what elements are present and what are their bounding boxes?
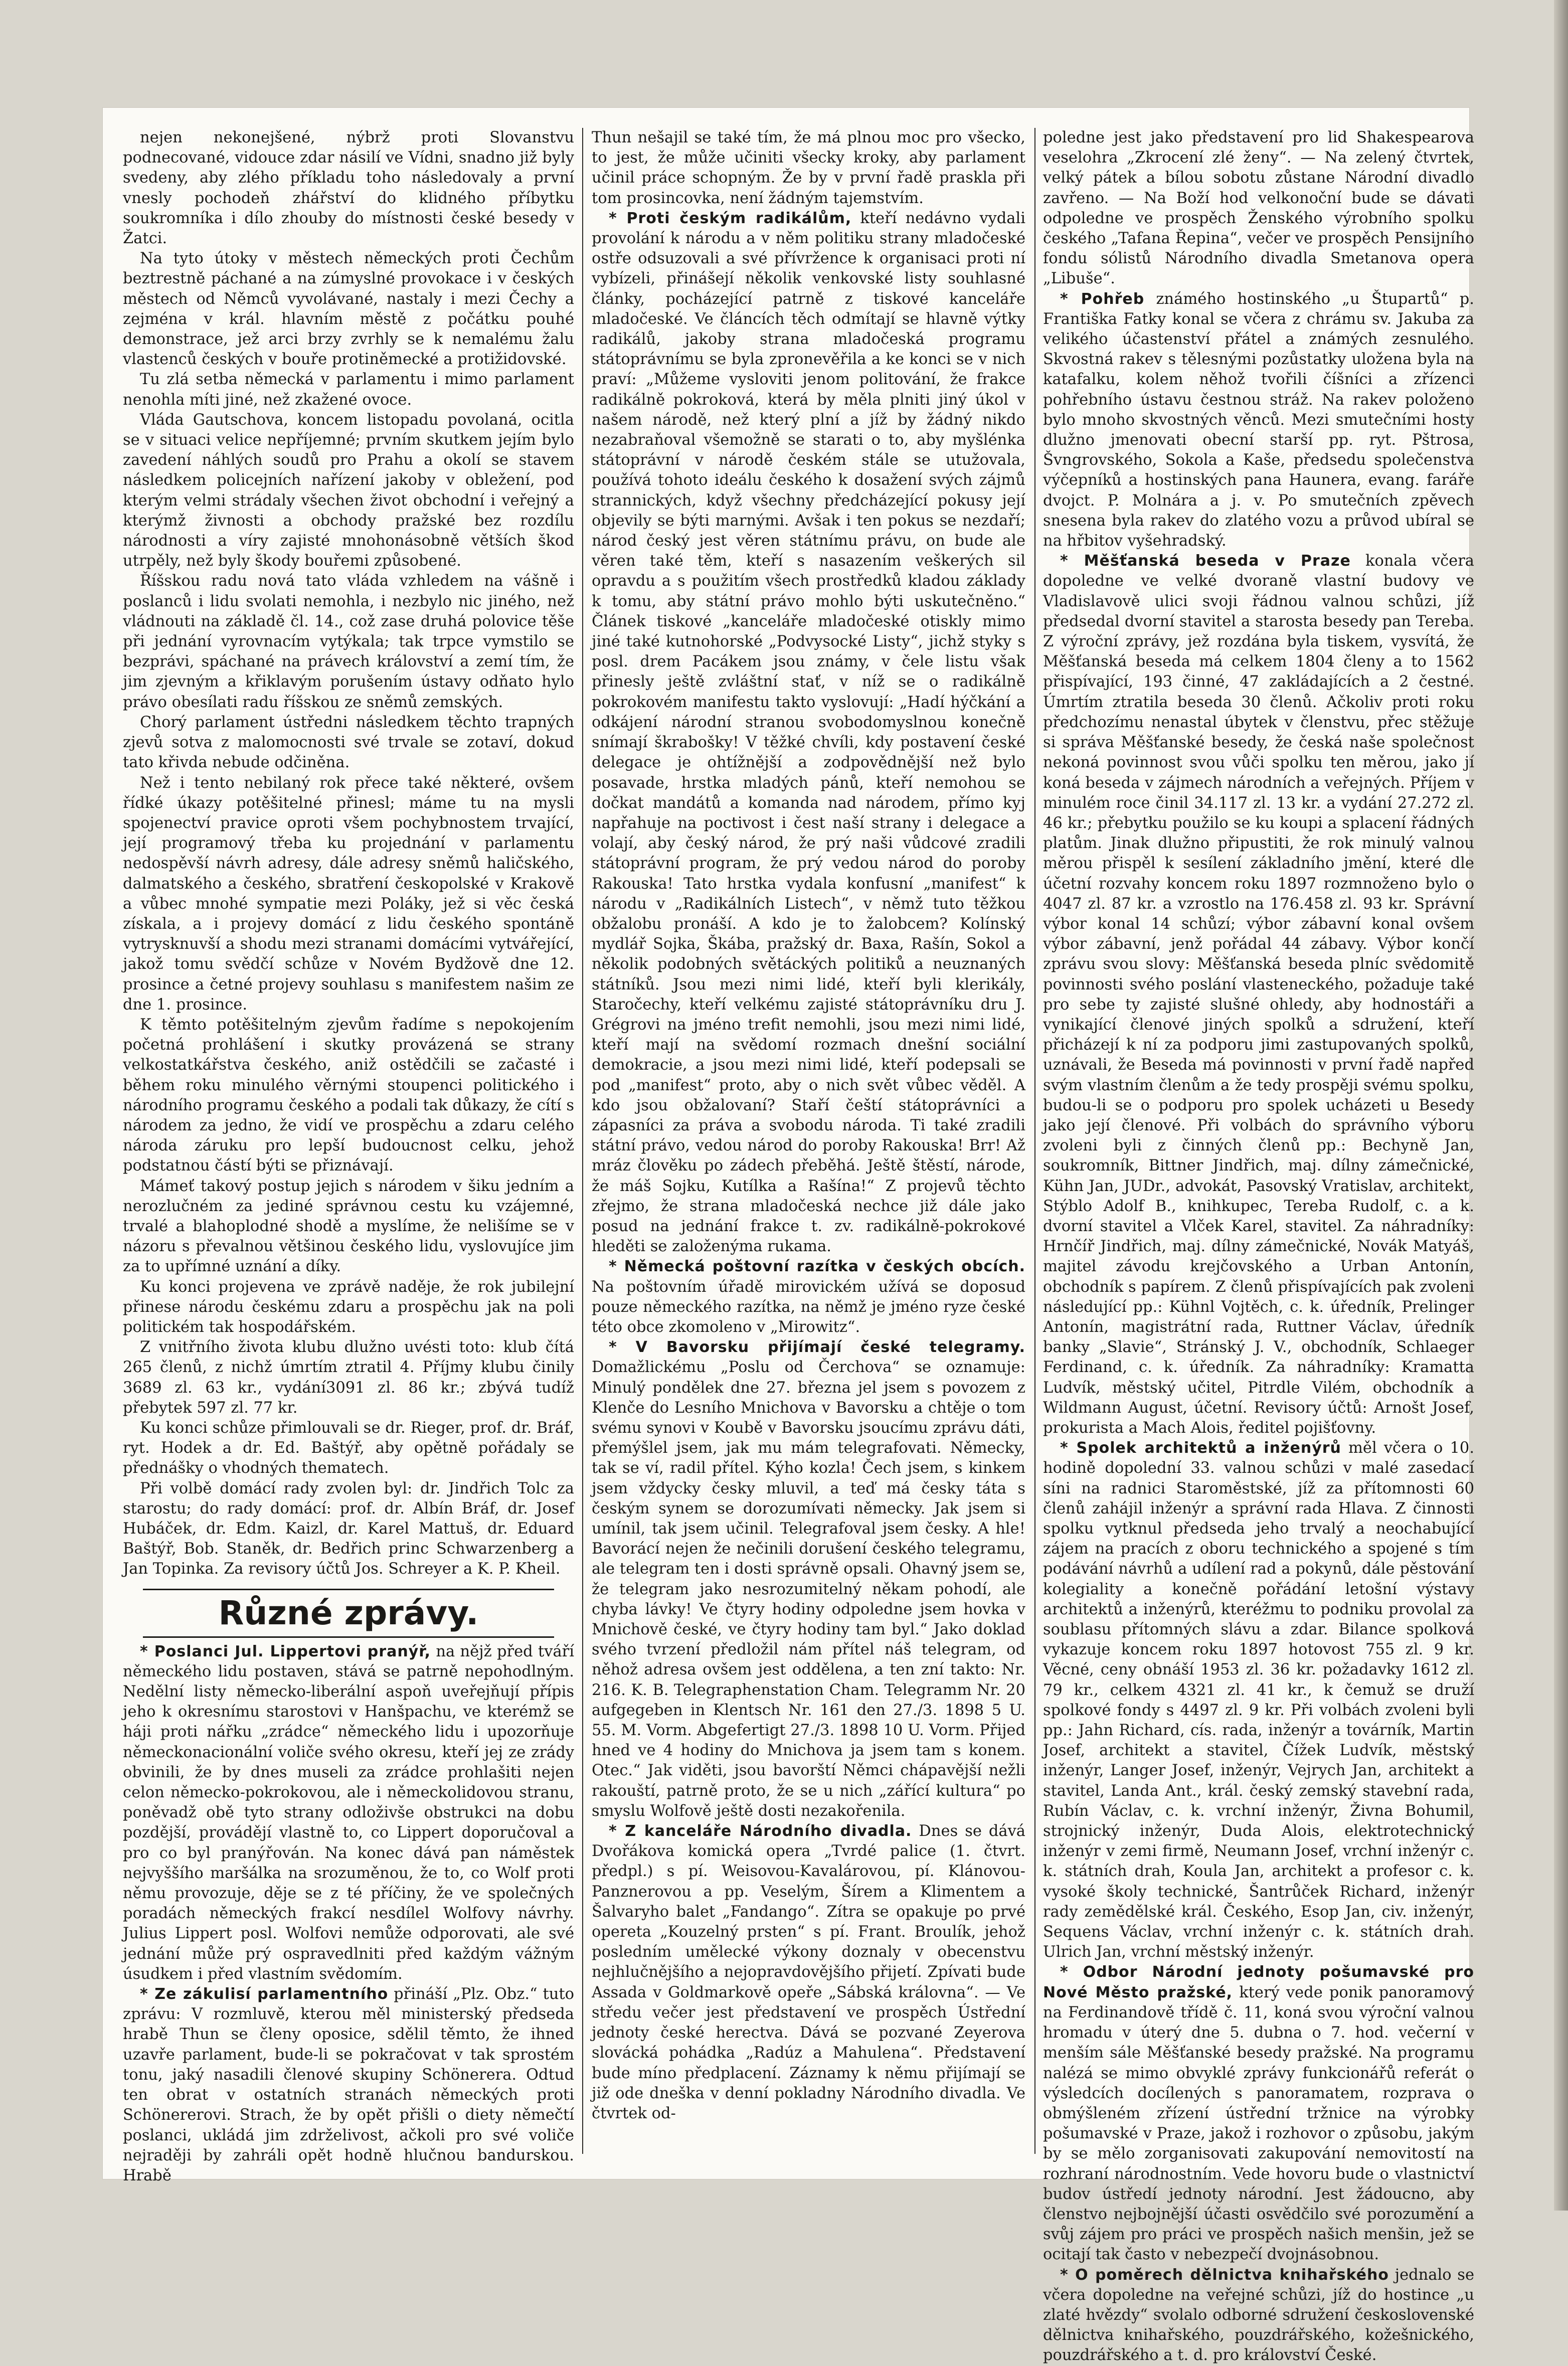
paragraph-text: Thun nešajil se také tím, že má plnou moc pro všecko, to jest, že může učiniti všecky kroky, aby parlament učinil práce schopným. Že by v první řadě praskla při tom prosincovka, není žádným tajemstvím. [592, 129, 1025, 207]
news-item [1043, 2265, 1474, 2366]
paragraph-text: Tu zlá setba německá v parlamentu i mimo parlament nenohla míti jiné, než zkažené ovoce. [123, 371, 574, 409]
scan-edge-shadow [1554, 0, 1568, 2211]
newspaper-page [103, 108, 1475, 2364]
paragraph-text: nejen nekonejšené, nýbrž proti Slovanstvu podnecované, vidouce zdar násilí ve Vídni, snadno již byly svedeny, aby zlého příkladu toho následovaly a první vnesly pochodeň zhářství do klidného příbytku soukromníka i dílo zhouby do místnosti české besedy v Žatci. [123, 129, 574, 248]
paragraph-text: Mámeť takový postup jejich s národem v šiku jedním a nerozlučném za jediné správnou cestu ku vzájemné, trvalé a blahoplodné shodě a myslíme, že nelišíme se v názoru s převalnou většinou českého lidu, vyslovujíce jim za to upřímné uznání a díky. [123, 1177, 574, 1276]
paragraph-text: měl včera o 10. hodině dopolední 33. valnou schůzi v malé zasedací síni na radnici Staroměstské, jíž za přítomnosti 60 členů zahájil inženýr a správní rada Hlava. Z činnosti spolku vytknul předseda jeho trvalý a neochabující zájem na pracích z oboru technického a spojené s tím podávání návrhů a udílení rad a pokynů, dále pěstování kolegiality a konečně pořádání letošní výstavy architektů a inženýrů, kteréžmu to podniku provolal za soublasu přítomných slávu a zdar. Bilance spolková vykazuje koncem roku 1897 hotovost 755 zl. 9 kr. Věcné, ceny obnáší 1953 zl. 36 kr. požadavky 1612 zl. 79 kr., celkem 4321 zl. 41 kr., k čemuž se druží spolkové fondy s 4497 zl. 9 kr. Při volbách zvoleni byli pp.: Jahn Richard, cís. rada, inženýr a továrník, Martin Josef, architekt a stavitel, Čížek Ludvík, městský inženýr, Langer Josef, inženýr, Vejrych Jan, architekt a stavitel, Landa Ant., král. český zemský stavební rada, Rubín Václav, c. k. vrchní inženýr, Živna Bohumil, strojnický inženýr, Duda Alois, elektrotechnický inženýr v zemi firmě, Neumann Josef, vrchní inženýr c. k. státních drah, Koula Jan, architekt a profesor c. k. vysoké školy technické, Šantrůček Richard, inženýr rady zemědělské král. Českého, Esop Jan, civ. inženýr, Sequens Václav, vrchní inženýr c. k. státních drah. Ulrich Jan, vrchní městský inženýr. [1043, 1439, 1475, 1961]
news-item-headline: * Pohřeb [1060, 290, 1145, 308]
article-paragraph [123, 1479, 574, 1580]
article-paragraph [123, 249, 574, 370]
column-1-news-body [123, 1642, 574, 2186]
article-paragraph [592, 128, 1025, 209]
paragraph-text: Vláda Gautschova, koncem listopadu povolaná, ocitla se v situaci velice nepříjemné; prvním skutkem jejím bylo zavedení náhlých soudů pro Prahu a okolí se stavem následkem policejních nařízení jakoby v obležení, pod kterým velmi strádaly všechen život obchodní i veřejný a kterýmž živnosti a obchody pražské bez rozdílu národnosti a víry zajisté mnohonásobně větších škod utrpěly, než byly škody bouřemi způsobené. [123, 411, 574, 570]
paragraph-text: Z vnitřního života klubu dlužno uvésti toto: klub čítá 265 členů, z nichž úmrtím ztratil 4. Příjmy klubu činily 3689 zl. 63 kr., vydání3091 zl. 86 kr.; zbývá tudíž přebytek 597 zl. 77 kr. [123, 1338, 574, 1417]
paragraph-text: Chorý parlament ústředni následkem těchto trapných zjevů sotva z malomocnosti své trvale se zotaví, dokud tato křivda nebude odčiněna. [123, 713, 574, 772]
paragraph-text: Ku konci projevena ve zprávě naděje, že rok jubilejní přinese národu českému zdaru a prospěchu jak na poli politickém tak hospodářském. [123, 1278, 574, 1336]
news-item-headline: * Spolek architektů a inženýrů [1060, 1439, 1341, 1457]
news-item [592, 1337, 1025, 1821]
news-item [592, 1821, 1025, 2124]
article-paragraph [123, 410, 574, 572]
news-item-headline: * O poměrech dělnictva knihařského [1060, 2266, 1389, 2284]
article-paragraph [123, 571, 574, 712]
article-paragraph [123, 1418, 574, 1479]
paragraph-text: na nějž před tváří německého lidu postaven, stává se patrně nepohodlným. Nedělní listy německo-liberální aspoň uveřejňují přípis jeho k okresnímu starostovi v Hanšpachu, ve kterémž se háji proti nářku „zrádce“ německého lidu i upozorňuje německonacionální voliče svého okresu, kteří jej ze zrády obvinili, že by dnes museli za zrádce prohlašiti nejen celon německo-pokrokovou, ale i německolidovou stranu, poněvadž obě tyto strany odloživše obstrukci na dobu pozdější, provádějí vlastně to, co Lippert doporučoval a pro co byl pranýřován. Na konec dává pan náměstek nejvyššího maršálka na srozuměnou, že to, co Wolf proti němu provozuje, děje se z té příčiny, že ve společných poradách německých frakcí nesdílel Wolfovy návrhy. Julius Lippert posl. Wolfovi nemůže odporovati, ale své jednání může prý ospravedlniti před každým vážným úsudkem i před vlastním svědomím. [123, 1642, 575, 1983]
paragraph-text: poledne jest jako představení pro lid Shakespearova veselohra „Zkrocení zlé ženy“. — Na zelený čtvrtek, velký pátek a bílou sobotu zůstane Národní divadlo zavřeno. — Na Boží hod velkonoční bude se dávati odpoledne ve prospěch Ženského výrobního spolku českého „Tafana Řepina“, večer ve prospěch Pensijního fondu sólistů Národního divadla Smetanova opera „Libuše“. [1043, 129, 1474, 288]
paragraph-text: přináší „Plz. Obz.“ tuto zprávu: V rozmluvě, kterou měl ministerský předseda hrabě Thun se členy oposice, sdělil těmto, že ihned uzavře parlament, bude-li se pokračovat v tak sprostém tonu, jaký nasadili členové skupiny Schönerera. Odtud ten obrat v ostatních stranách německých proti Schönererovi. Strach, že by opět přišli o diety němečtí poslanci, ukládá jim zdrželivost, ačkoli pro své voliče nejraději by zahráli opět hodně hlučnou bandurskou. Hrabě [123, 1985, 575, 2184]
paragraph-text: konala včera dopoledne ve velké dvoraně vlastní budovy ve Vladislavově ulici svoji řádnou valnou schůzi, jíž předsedal dvorní stavitel a starosta besedy pan Tereba. Z výroční zprávy, jež rozdána byla tiskem, vysvítá, že Měšťanská beseda má celkem 1804 členy a to 1562 přispívající, 193 činné, 47 zakládajících a 2 čestné. Úmrtím ztratila beseda 30 členů. Ačkoliv proti roku předchozímu nenastal úbytek v členstvu, přec stěžuje si správa Měšťanské besedy, že česká naše společnost nekoná povinnost svou vůči spolku ten měrou, jako jí koná beseda v zájmech národních a veřejných. Příjem v minulém roce činil 34.117 zl. 13 kr. a vydání 27.272 zl. 46 kr.; přebytku použilo se ku koupi a splacení řádných platům. Jinak dlužno připustiti, že rok minulý valnou měrou přispěl k sesílení základního jmění, které dle účetní rozvahy koncem roku 1897 rozmnoženo bylo o 4047 zl. 87 kr. a vzrostlo na 176.458 zl. 93 kr. Správní výbor konal 14 schůzí; výbor zábavní konal ovšem výbor zábavní, jenž pořádal 44 zábavy. Výbor končí zprávu svou slovy: Měšťanská beseda plníc svědomitě povinnosti svého poslání vlasteneckého, požaduje také pro sebe ty zajisté slušné ohledy, aby hodnostáři a vynikající členové jiných spolků a sdružení, kteří přicházejí k ní za podporu jimi zastupovaných spolků, uznávali, že Beseda má povinnosti v první řadě napřed svým vlastním členům a že tedy prospěji svému spolku, budou-li se o podporu pro spolek ucházeti u Besedy jako její členové. Při volbách do správního výboru zvoleni byli z činných členů pp.: Bechyně Jan, soukromník, Bittner Jindřich, maj. dílny zámečnické, Kühn Jan, JUDr., advokát, Pasovský Vratislav, architekt, Stýblo Adolf B., knihkupec, Tereba Rudolf, c. a k. dvorní stavitel a Vlček Karel, stavitel. Za náhradníky: Hrnčíř Jindřich, maj. dílny zámečnické, Novák Matyáš, majitel závodu krejčovského a Urban Antonín, obchodník s papírem. Z členů přispívajících pak zvoleni následující pp.: Kühnl Vojtěch, c. k. úředník, Prelinger Antonín, magistrátní rada, Ruttner Václav, úředník banky „Slavie“, Stránský J. V., obchodník, Schlaeger Ferdinand, c. k. úředník. Za náhradníky: Kramatta Ludvík, městský učitel, Pitrdle Vilém, obchodník a Wildmann August, účetní. Revisory účtů: Arnošt Josef, prokurista a Mach Alois, ředitel pojišťovny. [1043, 552, 1474, 1437]
paragraph-text: Říšskou radu nová tato vláda vzhledem na vášně i poslanců i lidu svolati nemohla, i nezbylo nic jiného, než vládnouti na základě čl. 14., což zase druhá polovice těše při jednání vyrovnacím vytýkala; tak trpce vymstilo se bezprávi, spáchané na právech království a zemí tím, že jim zjevným a křiklavým porušením ústavy odňato hylo právo obesílati radu říšskou ze sněmů zemských. [123, 572, 574, 711]
news-item [592, 1257, 1025, 1337]
news-item-headline: * V Bavorsku přijímají české telegramy. [609, 1338, 1025, 1357]
news-item [592, 209, 1025, 1257]
news-item-headline: * Z kanceláře Národního divadla. [609, 1822, 912, 1840]
paragraph-text: Na poštovním úřadě mirovickém užívá se doposud pouze německého razítka, na němž je jméno ryze české této obce zkomoleno v „Mirowitz“. [592, 1278, 1025, 1336]
article-paragraph [123, 773, 574, 1015]
news-item-headline: * Odbor Národní jednoty pošumavské pro Nové Město pražské, [1043, 1963, 1474, 2001]
paragraph-text: Při volbě domácí rady zvolen byl: dr. Jindřich Tolc za starostu; do rady domácí: prof. dr. Albín Bráf, dr. Josef Hubáček, dr. Edm. Kaizl, dr. Karel Mattuš, dr. Eduard Baštýř, Bob. Staněk, dr. Bedřich princ Schwarzenberg a Jan Topinka. Za revisory účtů Jos. Schreyer a K. P. Kheil. [123, 1479, 574, 1578]
article-paragraph [123, 1277, 574, 1338]
news-item-headline: * Německá poštovní razítka v českých obcích. [609, 1258, 1025, 1276]
paragraph-text: K těmto potěšitelným zjevům řadíme s nepokojením početná prohlášení i skutky provázená se strany velkostatkářstva českého, aniž ostědčili se začasté i během roku minulého věrnými stoupenci politického i národního programu českého a podali tak důkazy, že cítí s národem za jedno, že vidí ve prospěchu a zdaru celého národa záruku pro lepší budoucnost celku, jehož podstatnou částí býti se přiznávají. [123, 1016, 574, 1175]
paragraph-text: Dnes se dává Dvořákova komická opera „Tvrdé palice (1. čtvrt. předpl.) s pí. Weisovou-Kavalárovou, pí. Klánovou-Panznerovou a pp. Veselým, Šírem a Klimentem a Šalvaryho balet „Fandango“. Zítra se opakuje po prvé opereta „Kouzelný prsten“ s pí. Frant. Broulík, jehož posledním umělecké výkony doznaly v obecenstvu nejhlučnějšího a nejopravdovějšího přijetí. Zpívati bude Assada v Goldmarkově opeře „Sábská královna“. — Ve středu večer jest představení ve prospěch Ústřední jednoty české herectva. Dává se pozvané Zeyerova slovácká pohádka „Radúz a Mahulena“. Představení bude míno předplacení. Záznamy k němu přijímají se již ode dneška v denní pokladny Národního divadla. Ve čtvrtek od- [592, 1822, 1025, 2122]
paragraph-text: Na tyto útoky v městech německých proti Čechům beztrestně páchané a na zúmyslné provokace i v českých městech od Němců vyvolávané, nastaly i mezi Čechy a zejména v král. hlavním městě z počátku pouhé demonstrace, jež arci brzy zvrhly se k nemalému žalu vlastenců českých v bouře protiněmecké a protižidovské. [123, 250, 574, 369]
article-paragraph [1043, 128, 1474, 289]
article-paragraph [123, 370, 574, 410]
article-paragraph [123, 1176, 574, 1277]
section-heading: Různé zprávy. [143, 1589, 554, 1638]
column-3-body [1043, 128, 1474, 2366]
article-paragraph [123, 1337, 574, 1418]
column-rule [582, 128, 583, 2154]
column-2-body [592, 128, 1025, 2124]
news-item-headline: * Poslanci Jul. Lippertovi pranýř, [140, 1642, 431, 1660]
paragraph-text: jednalo se včera dopoledne na veřejné schůzi, jíž do hostince „u zlaté hvězdy“ svolalo odborné sdružení československé dělnictva knihařského, pouzdrářského, kožešnického, pouzdrářského a t. d. pro království České. [1043, 2266, 1474, 2364]
news-item [1043, 551, 1474, 1438]
news-item [1043, 1438, 1474, 1962]
paragraph-text: který vede ponik panoramový na Ferdinandově třídě č. 11, koná svou výroční valnou hromadu v úterý dne 5. dubna o 7. hod. večerní v menším sále Měšťanské besedy pražské. Na programu nalézá se mimo obvyklé zprávy funkcionářů referát o výsledcích docílených s panoramatem, rozprava o obmýšleném zřízení ústřední tržnice na výrobky pošumavské v Praze, jakož i rozhovor o způsobu, jakým by se mělo zorganisovati zakupování nemovitostí na rozhraní národnostním. Vede hovoru bude o vlastnictví budov ústředí jednoty národní. Jest žádoucno, aby členstvo nejbojnější účasti osvědčilo své porozumění a svůj zájem pro práci ve prospěch našich menšin, jež se ocitají tak často v nebezpečí dvojnásobnou. [1043, 1983, 1474, 2264]
paragraph-text: známého hostinského „u Štupartů“ p. Františka Fatky konal se včera z chrámu sv. Jakuba za velikého účastenství přátel a známých zesnulého. Skvostná rakev s tělesnými pozůstatky uložena byla na katafalku, kolem něhož tvořili číšníci a zřízenci pohřebního ústavu čestnou stráž. Na rakev položeno bylo mnoho skvostných věnců. Mezi smutečními hosty dlužno jmenovati obecní starší pp. ryt. Pštrosa, Švngrovského, Sokola a Kaše, předsedu společenstva výčepníků a hostinských pana Haunera, evang. faráře dvojct. P. Molnára a j. v. Po smutečních zpěvech snesena byla rakev do zlatého vozu a průvod ubíral se na hřbitov vyšehradský. [1043, 290, 1474, 550]
paragraph-text: Domažlickému „Poslu od Čerchova“ se oznamuje: Minulý pondělek dne 27. března jel jsem s povozem z Klenče do Lesního Mnichova v Bavorsku a chtěje o tom svému synovi v Koubě v Bavorsku jsoucímu zprávu dáti, přemýšlel jsem, jak mu mám telegrafovati. Německy, tak se ví, radil přítel. Kýho kozla! Čech jsem, s kinkem jsem vždycky česky mluvil, a teď má česky táta s českým synem se dorozumívati německy. Jak jsem si umínil, tak jsem učinil. Telegrafoval jsem česky. A hle! Bavorácí nejen že nečinili dorušení českého telegramu, ale telegram ten i dosti správně opsali. Ohavný jsem se, že telegram jako nesrozumitelný někam pohodí, ale chyba lávky! Ve čtyry hodiny odpoledne jsem hovka v Mnichově české, ve čtyry hodiny tam byl.“ Jako doklad svého tvrzení předložil nám přítel náš telegram, od něhož adresa ovšem jest oddělena, a ten zní takto: Nr. 216. K. B. Telegraphenstation Cham. Telegramm Nr. 20 aufgegeben in Klentsch Nr. 161 den 27./3. 1898 5 U. 55. M. Vorm. Abgefertigt 27./3. 1898 10 U. Vorm. Přijed hned ve 4 hodiny do Mnichova ja jsem tam s konem. Otec.“ Jak viděti, jsou bavorští Němci chápavější nežli rakouští, patrně proto, že se u nich „zářící kultura“ po smyslu Wolfově ještě dosti nezakořenila. [592, 1359, 1025, 1820]
paragraph-text: kteří nedávno vydali provolání k národu a v něm politiku strany mladočeské ostře odsuzovali a své přívržence k organisaci proti ní vybízeli, přinášejí několik venkovské listy souhlasné články, pocházející patrně z tiskové kanceláře mladočeské. Ve článcích těch odmítají se hlavně výtky radikálů, jakoby strana mladočeská programu státoprávnímu se byla zpronevěřila a ke konci se v nich praví: „Můžeme vysloviti jenom politování, že frakce radikálně pokroková, která by měla plniti jiný úkol v našem národě, než který plní a jíž by žádný nikdo nezabraňoval všemožně se starati o to, aby myšlénka státoprávní v národě českém stále se utužovala, používá tohoto ideálu českého k dosažení svých zájmů strannických, když všechny předcházející pokusy její objevily se býti marnými. Avšak i ten pokus se nezdaří; národ český jest věren státnímu právu, on bude ale věren také těm, kteří s nasazením veškerých sil opravdu a s použitím všech prostředků kladou základy k tomu, aby státní právo mohlo býti uskutečněno.“ Článek tiskové „kanceláře mladočeské otiskly mimo jiné také kutnohorské „Podvysocké Listy“, jichž styky s posl. drem Pacákem jsou známy, v čele listu však přinesly ještě zvláštní stať, v níž se o radikálně pokrokovém manifestu takto vyslovují: „Hadí hýčkání a odkájení národní stranou svobodomyslnou konečně snímají škrabošky! V těžké chvíli, kdy postavení české delegace je ohtížnější a zodpovědnější než bylo posavade, hrstka mladých pánů, kteří nemohou se dočkat mandátů a komanda nad národem, přímo kyj napřahuje na poctivost i čest naší strany i delegace a volají, aby český národ, že prý naši vůdcové zradili státoprávní program, že prý vedou národ do poroby Rakouska! Tato hrstka vydala konfusní „manifest“ k národu v „Radikálních Listech“, v němž tuto těžkou obžalobu pronáší. A kdo je to žalobcem? Kolínský mydlář Sojka, Škába, pražský dr. Baxa, Rašín, Sokol a několik podobných světáckých politiků a neuznaných státníků. Jsou mezi nimi lidé, kteří byli klerikály, Staročechy, kteří velkému zajisté státoprávníku dru J. Grégrovi na jméno trefit nemohli, jsou mezi nimi lidé, kteří mají na svědomí rozmach dnešní sociální demokracie, a jsou mezi nimi lidé, kteří podepsali se pod „manifest“ proto, aby o nich svět vůbec věděl. A kdo jsou obžalovaní? Staří čeští státoprávníci a zápasníci za práva a svobodu národa. Ti také zradili státní právo, vedou národ do poroby Rakouska! Brr! Až mráz člověku po zádech přeběhá. Ještě štěstí, národe, že máš Sojku, Kutílka a Rašína!“ Z projevů těchto zřejmo, že strana mladočeská nechce již dále jako posud na jednání frakce t. zv. radikálně-pokrokové hleděti se založenýma rukama. [592, 209, 1025, 1256]
news-item [1043, 289, 1474, 552]
column-3 [1043, 128, 1475, 2364]
column-1-body [123, 128, 574, 1580]
news-item-headline: * Ze zákulisí parlamentního [140, 1985, 389, 2003]
news-item-headline: * Měšťanská beseda v Praze [1060, 552, 1351, 570]
article-paragraph [123, 1015, 574, 1176]
news-item-headline: * Proti českým radikálům, [609, 209, 852, 227]
article-paragraph [123, 713, 574, 773]
news-item [123, 1984, 574, 2186]
column-2 [592, 128, 1025, 2154]
news-item [123, 1642, 574, 1984]
news-item [1043, 1962, 1474, 2265]
article-paragraph [123, 128, 574, 249]
paragraph-text: Ku konci schůze přimlouvali se dr. Rieger, prof. dr. Bráf, ryt. Hodek a dr. Ed. Baštýř, aby opětně pořádaly se přednášky o vhodných thematech. [123, 1419, 574, 1477]
paragraph-text: Než i tento nebilaný rok přece také některé, ovšem řídké úkazy potěšitelné přinesl; máme tu na mysli spojenectví pravice oproti všem pochybnostem trvající, její programový třeba ku projednání v parlamentu nedospěvší návrh adresy, dále adresy sněmů haličského, dalmatského a českého, sbratření českopolské v Krakově a vůbec mnohé sympatie mezi Poláky, jež si věc česká získala, a i projevy domácí z lidu českého spontáně vytrysknuvší a shodu mezi stranami domácími vytvářející, jakož tomu svědčí schůze v Novém Bydžově dne 12. prosince a četné projevy souhlasu s manifestem našim ze dne 1. prosince. [123, 774, 574, 1013]
column-rule [1034, 128, 1035, 2154]
column-1 [123, 128, 575, 2184]
